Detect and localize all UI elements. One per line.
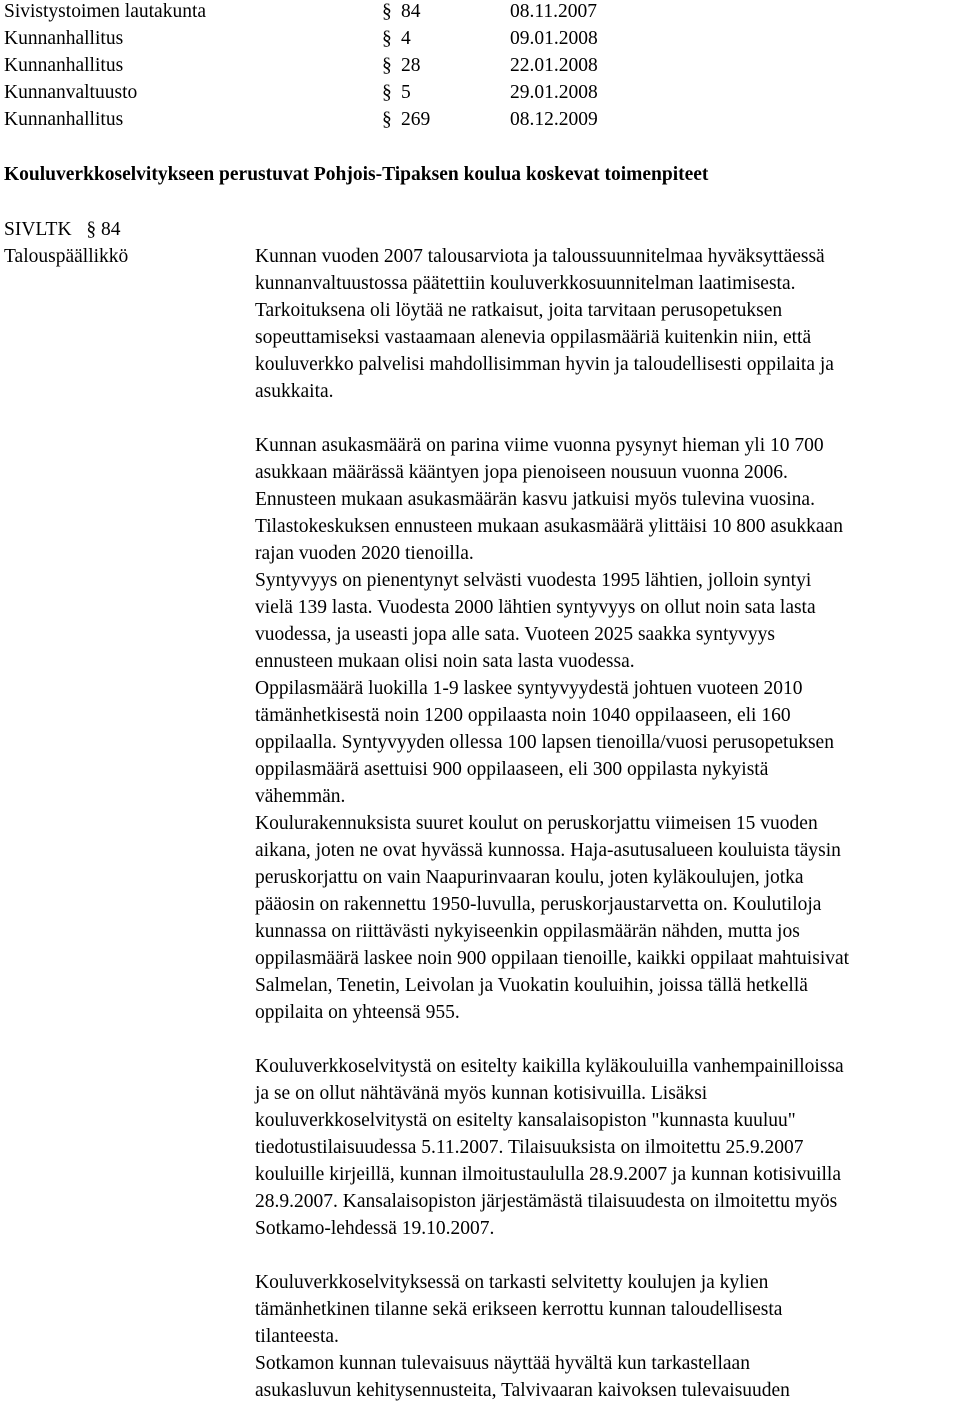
history-row <box>4 106 704 133</box>
history-item-number: 5 <box>401 82 411 103</box>
body-paragraph: Kouluverkkoselvitystä on esitelty kaikilla kyläkouluilla vanhempainilloissa ja se on ollut nähtävänä myös kunnan kotisivuilla. Lisäksi kouluverkkoselvitystä on esitelty kansalaisopiston "kunnasta kuuluu" tiedotustilaisuudessa 5.11.2007. Tilaisuuksista on ilmoitettu 25.9.2007 kouluille kirjeillä, kunnan ilmoitustaululla 28.9.2007 ja kunnan kotisivuilla 28.9.2007. Kansalaisopiston järjestämästä tilaisuudesta on ilmoitettu myös Sotkamo-lehdessä 19.10.2007. <box>255 1056 844 1239</box>
history-item-number: 4 <box>401 28 411 49</box>
body-paragraph: Kouluverkkoselvityksessä on tarkasti selvitetty koulujen ja kylien tämänhetkinen tilanne sekä erikseen kerrottu kunnan taloudellisesta tilanteesta. Sotkamon kunnan tulevaisuus näyttää hyvältä kun tarkastellaan asukasluvun kehitysennusteita, Talvivaaran kaivoksen tulevaisuuden <box>255 1272 790 1401</box>
meeting-history <box>4 0 704 133</box>
history-row <box>4 52 704 79</box>
paragraph-spacer <box>255 1242 960 1269</box>
history-row <box>4 79 704 106</box>
document-body <box>255 243 960 1404</box>
history-item-number: 84 <box>401 1 421 22</box>
section-mark: § <box>382 109 392 130</box>
section-mark: § <box>382 55 392 76</box>
body-paragraph: Kunnan asukasmäärä on parina viime vuonna pysynyt hieman yli 10 700 asukkaan määrässä kääntyen jopa pienoiseen nousuun vuonna 2006. Ennusteen mukaan asukasmäärän kasvu jatkuisi myös tulevina vuosina. Tilastokeskuksen ennusteen mukaan asukasmäärä ylittäisi 10 800 asukkaan rajan vuoden 2020 tienoilla. Syntyvyys on pienentynyt selvästi vuodesta 1995 lähtien, jolloin syntyi vielä 139 lasta. Vuodesta 2000 lähtien syntyvyys on ollut noin sata lasta vuodessa, ja useasti jopa alle sata. Vuoteen 2025 saakka syntyvyys ennusteen mukaan olisi noin sata lasta vuodessa. Oppilasmäärä luokilla 1-9 laskee syntyvyydestä johtuen vuoteen 2010 tämänhetkisestä noin 1200 oppilaasta noin 1040 oppilaaseen, eli 160 oppilaalla. Syntyvyyden ollessa 100 lapsen tienoilla/vuosi perusopetuksen oppilasmäärä asettuisi 900 oppilaaseen, eli 300 oppilasta nykyistä vähemmän. Koulurakennuksista suuret koulut on peruskorjattu viimeisen 15 vuoden aikana, joten ne ovat hyvässä kunnossa. Haja-asutusalueen kouluista täysin peruskorjattu on vain Naapurinvaaran koulu, joten kyläkoulujen, jotka pääosin on rakennettu 1950-luvulla, peruskorjaustarvetta on. Koulutiloja kunnassa on riittävästi nykyiseenkin oppilasmäärän nähden, mutta jos oppilasmäärä laskee noin 900 oppilaan tienoille, kaikki oppilaat mahtuisivat Salmelan, Tenetin, Leivolan ja Vuokatin kouluihin, joissa tällä hetkellä oppilaita on yhteensä 955. <box>255 435 850 1023</box>
history-body-name: Kunnanhallitus <box>4 55 124 76</box>
paragraph-spacer <box>255 1026 960 1053</box>
section-mark: § <box>86 219 97 240</box>
history-body-name: Sivistystoimen lautakunta <box>4 1 207 22</box>
body-paragraph: Kunnan vuoden 2007 talousarviota ja taloussuunnitelmaa hyväksyttäessä kunnanvaltuustossa päätettiin kouluverkkosuunnitelman laatimisesta. Tarkoituksena oli löytää ne ratkaisut, joita tarvitaan perusopetuksen sopeuttamiseksi vastaamaan alenevia oppilasmääriä kuitenkin niin, että kouluverkko palvelisi mahdollisimman hyvin ja taloudellisesti oppilaita ja asukkaita. <box>255 246 834 402</box>
section-mark: § <box>382 82 392 103</box>
history-date: 08.12.2009 <box>510 109 598 130</box>
history-date: 29.01.2008 <box>510 82 598 103</box>
history-date: 09.01.2008 <box>510 28 598 49</box>
paragraph-spacer <box>255 405 960 432</box>
presenter-label: Talouspäällikkö <box>4 246 129 267</box>
document-title: Kouluverkkoselvitykseen perustuvat Pohjois-Tipaksen koulua koskevat toimenpiteet <box>4 164 709 185</box>
history-date: 08.11.2007 <box>510 1 598 22</box>
history-item-number: 28 <box>401 55 421 76</box>
item-reference-number: 84 <box>101 219 121 240</box>
item-reference-code: SIVLTK <box>4 219 72 240</box>
history-row <box>4 0 704 25</box>
history-row <box>4 25 704 52</box>
item-reference <box>4 216 121 243</box>
section-mark: § <box>382 1 392 22</box>
history-body-name: Kunnanhallitus <box>4 109 124 130</box>
history-body-name: Kunnanhallitus <box>4 28 124 49</box>
history-item-number: 269 <box>401 109 431 130</box>
section-mark: § <box>382 28 392 49</box>
history-date: 22.01.2008 <box>510 55 598 76</box>
history-body-name: Kunnanvaltuusto <box>4 82 138 103</box>
